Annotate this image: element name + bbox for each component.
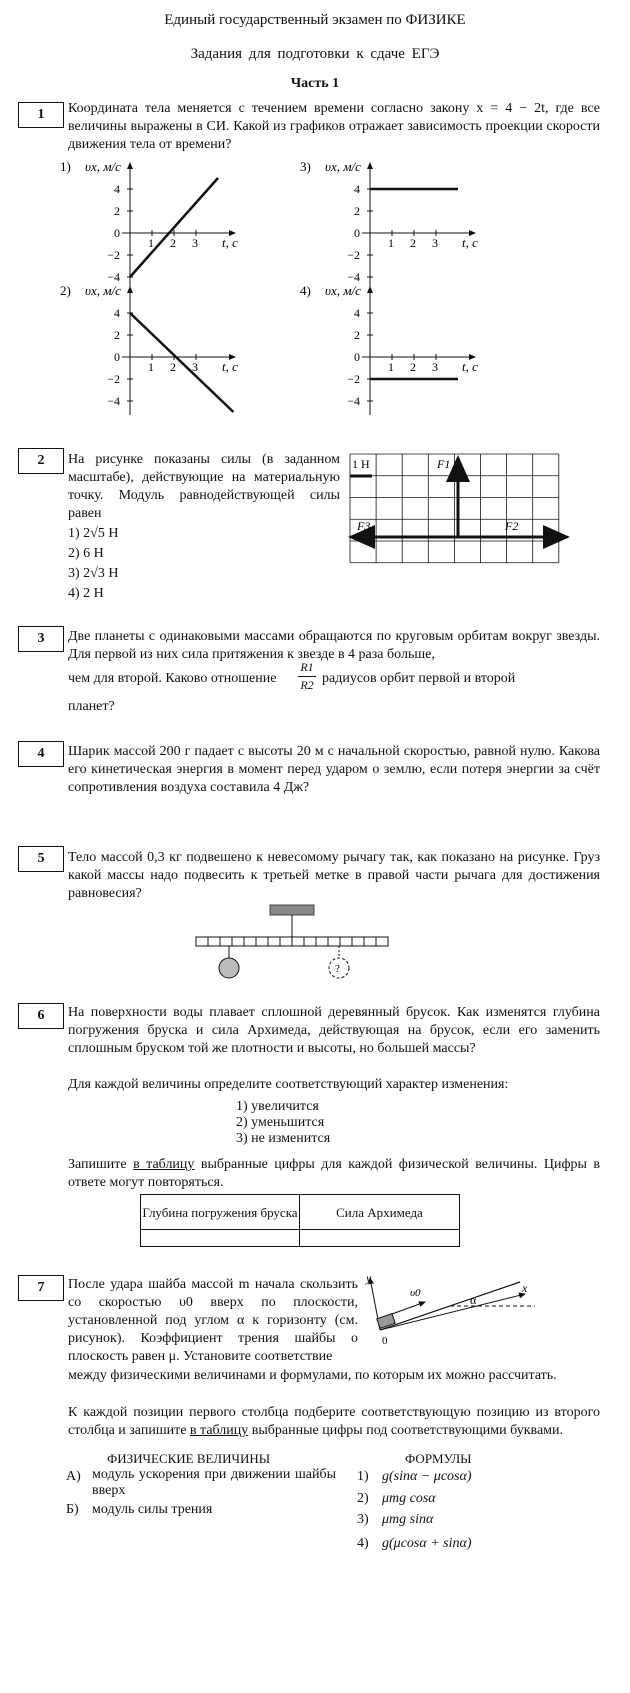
question-3-text: Две планеты с одинаковыми массами обращаются по круговым орбитам вокруг звезды. Для первой из них сила притяжения к звезде в 4 раза больше, bbox=[68, 629, 600, 662]
graph-x-tick-label: 2 bbox=[170, 236, 176, 250]
graph-label: 3) bbox=[300, 159, 311, 174]
force-f3-label: F3 bbox=[357, 519, 371, 533]
question-6-text: На поверхности воды плавает сплошной деревянный брусок. Как изменятся глубина погружения бруска и сила Архимеда, действующая на брусок, если его заменить сплошным бруском той же плотности и высоты, но большей массы? bbox=[68, 1005, 600, 1056]
question-3-line3: планет? bbox=[68, 699, 115, 714]
unknown-mark: ? bbox=[335, 963, 340, 975]
graph-y-tick-label: 0 bbox=[114, 226, 120, 240]
col-header-formulas: ФОРМУЛЫ bbox=[405, 1451, 472, 1466]
graph-y-tick-label: −4 bbox=[347, 270, 360, 284]
graph-x-tick-label: 3 bbox=[432, 360, 438, 374]
q7-right-key-2: 2) bbox=[357, 1491, 369, 1506]
q6-col-depth: Глубина погружения бруска bbox=[140, 1194, 300, 1230]
graph-series-line bbox=[130, 178, 218, 277]
q7-left-key-a: А) bbox=[66, 1469, 81, 1484]
question-7-text-full: между физическими величинами и формулами, по которым их можно рассчитать. bbox=[68, 1368, 557, 1383]
left-weight bbox=[219, 958, 239, 978]
q7-right-key-1: 1) bbox=[357, 1469, 369, 1484]
graph-y-tick-label: −4 bbox=[107, 270, 120, 284]
graph-y-tick-label: 0 bbox=[114, 350, 120, 364]
col-header-quantities: ФИЗИЧЕСКИЕ ВЕЛИЧИНЫ bbox=[107, 1451, 271, 1466]
graph-x-tick-label: 3 bbox=[192, 236, 198, 250]
q1-graphs bbox=[40, 155, 600, 440]
x-axis bbox=[380, 1294, 525, 1330]
question-6-instruction: Для каждой величины определите соответствующий характер изменения: bbox=[68, 1077, 509, 1092]
question-7-text-left: После удара шайба массой m начала скользить со скоростью υ0 вверх по плоскости, установленной под углом α к горизонту (см. рисунок). Коэффициент трения шайбы о плоскость равен μ. Установите соответствие bbox=[68, 1277, 358, 1364]
q7-left-item-b: модуль силы трения bbox=[92, 1502, 213, 1517]
graph-x-tick-label: 1 bbox=[388, 360, 394, 374]
velocity-arrow bbox=[392, 1302, 425, 1314]
question-7-instruction: К каждой позиции первого столбца подберите соответствующую позицию из второго столбца и запишите в таблицу выбранные цифры под соответствующими буквами. bbox=[68, 1405, 600, 1438]
graph-y-tick-label: −2 bbox=[107, 248, 120, 262]
question-number-3: 3 bbox=[18, 626, 64, 652]
graph-xlabel: t, c bbox=[222, 235, 238, 250]
graph-y-tick-label: 4 bbox=[114, 306, 120, 320]
graph-y-tick-label: 0 bbox=[354, 226, 360, 240]
graph-y-tick-label: 0 bbox=[354, 350, 360, 364]
q2-option-3: 3) 2√3 Н bbox=[68, 566, 119, 581]
q7-right-key-4: 4) bbox=[357, 1536, 369, 1551]
force-f1-label: F1 bbox=[437, 457, 451, 471]
page-title: Единый государственный экзамен по ФИЗИКЕ bbox=[164, 12, 466, 28]
q7-table-link: в таблицу bbox=[189, 1423, 249, 1438]
graph-x-tick-label: 1 bbox=[148, 236, 154, 250]
x-label: x bbox=[522, 1281, 528, 1295]
question-2-text: На рисунке показаны силы (в заданном масштабе), действующие на материальную точку. Модуль равнодействующей силы равен bbox=[68, 452, 340, 521]
q6-option-3: 3) не изменится bbox=[236, 1131, 331, 1146]
graph-ylabel: υx, м/с bbox=[85, 283, 121, 298]
fraction-denominator: R2 bbox=[300, 678, 314, 692]
question-1-text: Координата тела меняется с течением времени согласно закону x = 4 − 2t, где все величины выражены в СИ. Какой из графиков отражает зависимость проекции скорости движения тела от времени? bbox=[68, 101, 600, 152]
graph-label: 4) bbox=[300, 283, 311, 298]
graph-y-tick-label: 2 bbox=[114, 328, 120, 342]
graph-x-tick-label: 3 bbox=[192, 360, 198, 374]
graph-x-tick-label: 1 bbox=[388, 236, 394, 250]
graph-y-tick-label: 4 bbox=[354, 306, 360, 320]
q7-incline-diagram bbox=[360, 1270, 600, 1350]
q7-formula-1: g(sinα − μcosα) bbox=[382, 1469, 472, 1484]
graph-x-tick-label: 2 bbox=[170, 360, 176, 374]
graph-ylabel: υx, м/с bbox=[325, 159, 361, 174]
graph-y-tick-label: −4 bbox=[107, 394, 120, 408]
question-number-2: 2 bbox=[18, 448, 64, 474]
question-number-5: 5 bbox=[18, 846, 64, 872]
lever-support bbox=[270, 905, 314, 915]
origin-label: 0 bbox=[382, 1335, 388, 1347]
q6-answer-depth[interactable] bbox=[140, 1229, 300, 1247]
question-number-4: 4 bbox=[18, 741, 64, 767]
graph-ylabel: υx, м/с bbox=[85, 159, 121, 174]
question-number-1: 1 bbox=[18, 102, 64, 128]
graph-y-tick-label: −2 bbox=[347, 372, 360, 386]
graph-x-tick-label: 2 bbox=[410, 360, 416, 374]
velocity-label: υ0 bbox=[410, 1287, 421, 1299]
graph-y-tick-label: −2 bbox=[107, 372, 120, 386]
graph-y-tick-label: 2 bbox=[114, 204, 120, 218]
q7-formula-2: μmg cosα bbox=[382, 1491, 436, 1506]
q2-option-2: 2) 6 Н bbox=[68, 546, 104, 561]
q6-option-1: 1) увеличится bbox=[236, 1099, 319, 1114]
graph-label: 2) bbox=[60, 283, 71, 298]
graph-y-tick-label: 2 bbox=[354, 204, 360, 218]
graph-y-tick-label: −4 bbox=[347, 394, 360, 408]
q7-left-key-b: Б) bbox=[66, 1502, 79, 1517]
q6-write-instruction: Запишите в таблицу выбранные цифры для каждой физической величины. Цифры в ответе могут повторяться. bbox=[68, 1157, 600, 1190]
graph-y-tick-label: 4 bbox=[354, 182, 360, 196]
graph-ylabel: υx, м/с bbox=[325, 283, 361, 298]
force-f2-label: F2 bbox=[505, 519, 519, 533]
graph-x-tick-label: 3 bbox=[432, 236, 438, 250]
q7-formula-4: g(μcosα + sinα) bbox=[382, 1536, 472, 1551]
q7-left-item-a: модуль ускорения при движении шайбы вверх bbox=[92, 1467, 336, 1498]
question-5-text: Тело массой 0,3 кг подвешено к невесомому рычагу так, как показано на рисунке. Груз какой массы надо подвесить к третьей метке в правой части рычага для достижения равновесия? bbox=[68, 850, 600, 901]
q7-formula-3: μmg sinα bbox=[382, 1512, 434, 1527]
q2-force-diagram bbox=[345, 450, 575, 570]
question-3-line2a: чем для второй. Каково отношение bbox=[68, 671, 277, 686]
question-number-7: 7 bbox=[18, 1275, 64, 1301]
part-heading: Часть 1 bbox=[290, 76, 340, 91]
question-4-text: Шарик массой 200 г падает с высоты 20 м с начальной скоростью, равной нулю. Какова его кинетическая энергия в момент перед ударом о землю, если потеря энергии за счёт сопротивления воздуха составила 4 Дж? bbox=[68, 744, 600, 795]
angle-label: α bbox=[470, 1293, 477, 1307]
graph-xlabel: t, c bbox=[222, 359, 238, 374]
graph-xlabel: t, c bbox=[462, 235, 478, 250]
q6-col-archimedes: Сила Архимеда bbox=[299, 1194, 460, 1230]
q6-option-2: 2) уменьшится bbox=[236, 1115, 325, 1130]
scale-label: 1 Н bbox=[352, 457, 370, 471]
y-label: y bbox=[366, 1271, 372, 1285]
graph-xlabel: t, c bbox=[462, 359, 478, 374]
page-subtitle: Задания для подготовки к сдаче ЕГЭ bbox=[190, 46, 440, 62]
q5-lever-diagram bbox=[190, 900, 410, 990]
graph-y-tick-label: 2 bbox=[354, 328, 360, 342]
fraction-numerator: R1 bbox=[300, 660, 314, 674]
question-number-6: 6 bbox=[18, 1003, 64, 1029]
q6-answer-archimedes[interactable] bbox=[299, 1229, 460, 1247]
graph-y-tick-label: 4 bbox=[114, 182, 120, 196]
graph-y-tick-label: −2 bbox=[347, 248, 360, 262]
graph-label: 1) bbox=[60, 159, 71, 174]
graph-x-tick-label: 1 bbox=[148, 360, 154, 374]
question-3-line2b: радиусов орбит первой и второй bbox=[322, 671, 516, 686]
fraction-bar bbox=[298, 676, 316, 677]
q6-table-link: в таблицу bbox=[133, 1157, 195, 1172]
q2-option-1: 1) 2√5 Н bbox=[68, 526, 119, 541]
q2-option-4: 4) 2 Н bbox=[68, 586, 104, 601]
graph-series-line bbox=[130, 313, 233, 412]
q7-right-key-3: 3) bbox=[357, 1512, 369, 1527]
graph-x-tick-label: 2 bbox=[410, 236, 416, 250]
